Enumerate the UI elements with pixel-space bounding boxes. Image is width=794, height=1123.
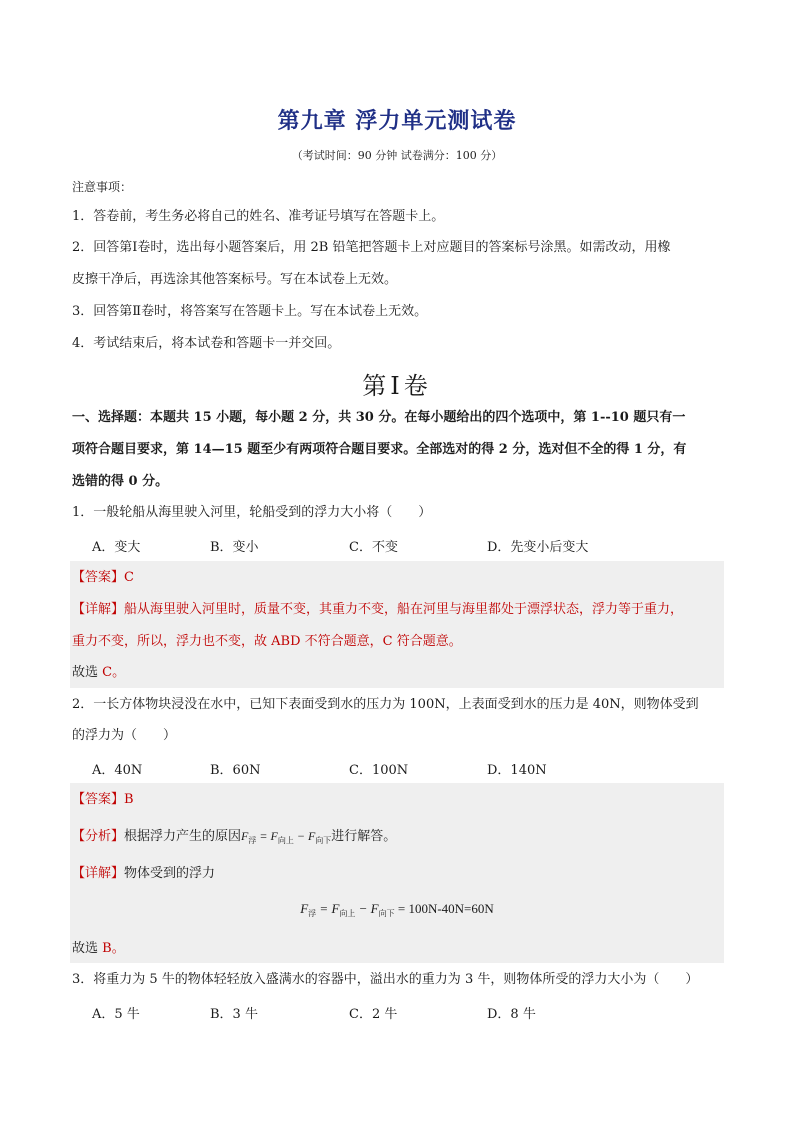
option-b: B．变小: [210, 540, 259, 555]
section-intro-line: 一、选择题：本题共 15 小题，每小题 2 分，共 30 分。在每小题给出的四个选项中，第 1--10 题只有一: [72, 410, 686, 425]
answer-block: [70, 783, 724, 963]
detail-line: [72, 865, 215, 883]
question-stem: 2．一长方体物块浸没在水中，已知下表面受到水的压力为 100N，上表面受到水的压力是 40N，则物体受到: [72, 697, 699, 712]
section-intro-line: 选错的得 0 分。: [72, 474, 169, 489]
option-c: C．100N: [349, 763, 409, 778]
answer-tag: 【答案】: [72, 792, 125, 807]
question-stem: 3．将重力为 5 牛的物体轻轻放入盛满水的容器中，溢出水的重力为 3 牛，则物体所受的浮力大小为（ ）: [72, 972, 699, 987]
conclusion-prefix: 故选: [72, 941, 103, 956]
question-options: [92, 759, 652, 777]
option-a: A．5 牛: [92, 1007, 140, 1022]
answer-value: B: [124, 792, 134, 807]
question-stem: 的浮力为（ ）: [72, 728, 177, 743]
analysis-tag: 【分析】: [72, 829, 125, 844]
analysis-text: 根据浮力产生的原因: [124, 829, 242, 844]
analysis-line: [72, 827, 396, 850]
analysis-text: 进行解答。: [331, 829, 397, 844]
question-options: [92, 536, 652, 554]
option-b: B．3 牛: [210, 1007, 258, 1022]
answer-value: C: [124, 570, 134, 585]
option-b: B．60N: [210, 763, 261, 778]
section-intro-line: 项符合题目要求，第 14—15 题至少有两项符合题目要求。全部选对的得 2 分，选对但不全的得 1 分，有: [72, 442, 687, 457]
exam-info: （考试时间：90 分钟 试卷满分：100 分）: [291, 149, 503, 162]
answer-block: [70, 561, 724, 688]
answer-line: [72, 791, 134, 809]
detail-line: 重力不变，所以，浮力也不变，故 ABD 不符合题意，C 符合题意。: [72, 634, 462, 649]
notice-item: 2．回答第Ⅰ卷时，选出每小题答案后，用 2B 铅笔把答题卡上对应题目的答案标号涂黑。如需改动，用橡: [72, 240, 671, 255]
notice-item: 皮擦干净后，再选涂其他答案标号。写在本试卷上无效。: [72, 272, 398, 287]
answer-tag: 【答案】: [72, 570, 125, 585]
conclusion-line: [72, 940, 125, 958]
option-d: D．先变小后变大: [487, 540, 589, 555]
answer-line: [72, 569, 134, 587]
option-c: C．不变: [349, 540, 398, 555]
option-d: D．140N: [487, 763, 547, 778]
notice-item: 3．回答第Ⅱ卷时，将答案写在答题卡上。写在本试卷上无效。: [72, 304, 428, 319]
conclusion-prefix: 故选: [72, 665, 103, 680]
buoyancy-formula: $F_浮 = F_{向上} - F_{向下}$: [241, 829, 332, 845]
detail-text: 船从海里驶入河里时，质量不变，其重力不变，船在河里与海里都处于漂浮状态，浮力等于重力，: [124, 602, 684, 617]
page-title: 第九章 浮力单元测试卷: [277, 109, 517, 134]
question-options: [92, 1003, 652, 1021]
option-a: A．40N: [92, 763, 143, 778]
section-title: 第Ⅰ卷: [362, 372, 432, 400]
detail-tag: 【详解】: [72, 866, 125, 881]
detail-tag: 【详解】: [72, 602, 125, 617]
question-stem: 1．一般轮船从海里驶入河里，轮船受到的浮力大小将（ ）: [72, 505, 432, 520]
detail-text: 物体受到的浮力: [124, 866, 216, 881]
conclusion-line: [72, 664, 125, 682]
option-c: C．2 牛: [349, 1007, 398, 1022]
notice-item: 1．答卷前，考生务必将自己的姓名、准考证号填写在答题卡上。: [72, 209, 445, 224]
buoyancy-calculation: $F_浮 = F_{向上} - F_{向下} = 100N-40N=60N$: [300, 901, 494, 918]
conclusion-value: B。: [102, 941, 125, 956]
calculation-result: = 100N-40N=60N: [397, 901, 494, 916]
option-a: A．变大: [92, 540, 141, 555]
notice-heading: 注意事项：: [72, 180, 133, 194]
conclusion-value: C。: [102, 665, 126, 680]
notice-item: 4．考试结束后，将本试卷和答题卡一并交回。: [72, 336, 341, 351]
option-d: D．8 牛: [487, 1007, 536, 1022]
detail-line: [72, 601, 683, 619]
